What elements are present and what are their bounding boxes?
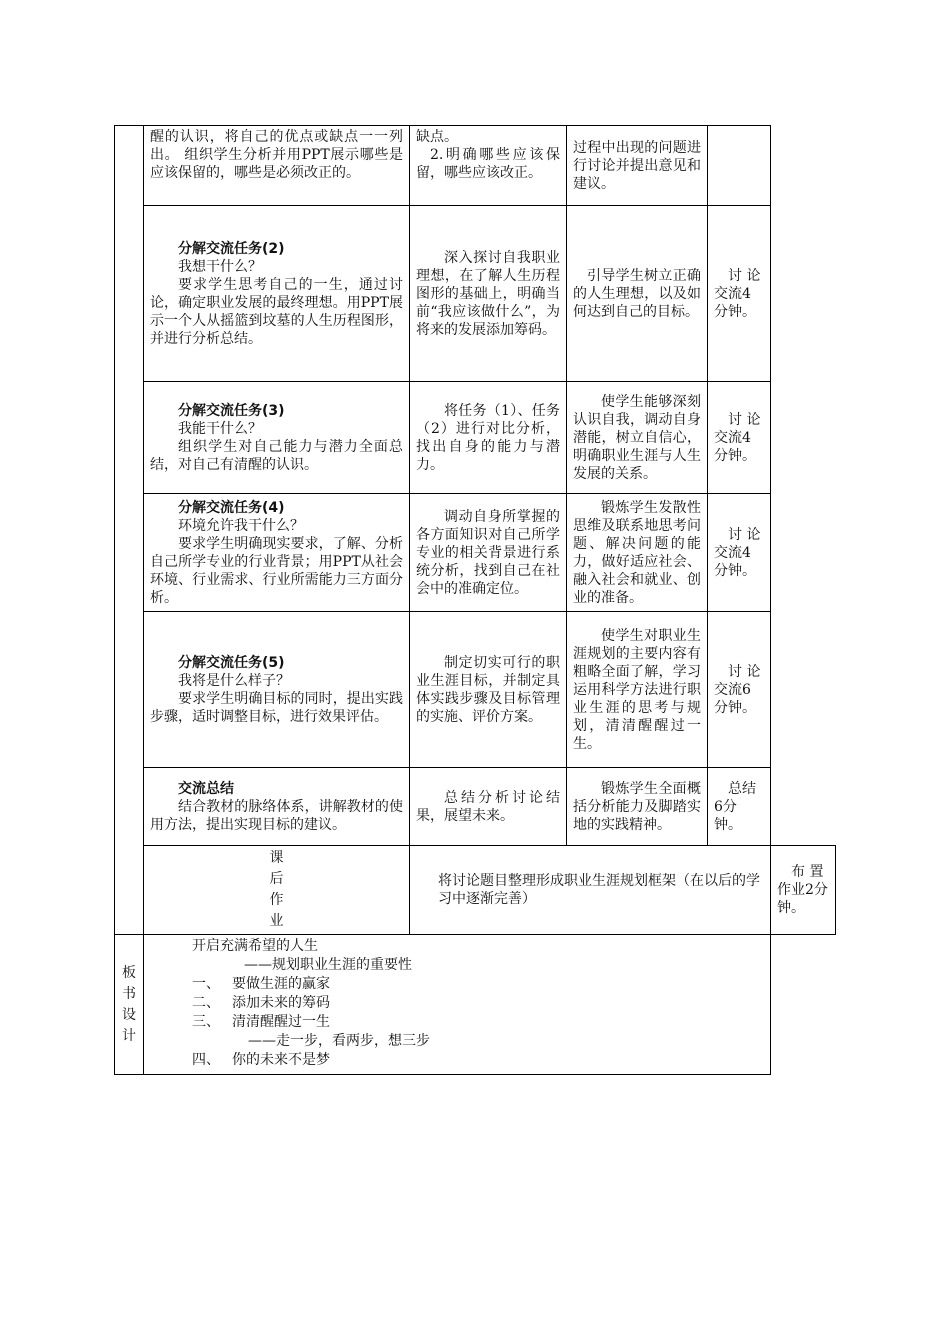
design-intent-cell <box>567 768 708 846</box>
design-intent-text: 引导学生树立正确的人生理想，以及如何达到自己的目标。 <box>573 267 701 320</box>
student-activity-text: 制定切实可行的职业生涯目标，并制定具体实践步骤及目标管理的实施、评价方案。 <box>416 654 560 725</box>
board-item-text: 清清醒醒过一生 <box>232 1014 330 1030</box>
design-intent-cell <box>567 494 708 612</box>
board-label-char: 书 <box>122 985 136 1002</box>
board-item-number: 三、 <box>192 1014 220 1030</box>
board-label <box>115 935 144 1075</box>
board-design-cell <box>144 935 771 1075</box>
design-intent-cell <box>567 382 708 494</box>
board-item-number: 一、 <box>192 976 220 992</box>
task-title: 分解交流任务(2) <box>178 240 285 257</box>
student-activity-text: 总结分析讨论结果，展望未来。 <box>416 789 560 824</box>
teacher-activity-text: 醒的认识，将自己的优点或缺点一一列出。 组织学生分析并用PPT展示哪些是应该保留的，哪些是必须改正的。 <box>150 129 403 181</box>
homework-content: 将讨论题目整理形成职业生涯规划框架（在以后的学习中逐渐完善） <box>438 873 760 907</box>
table-row-task-5 <box>115 612 836 768</box>
table-row-summary <box>115 768 836 846</box>
summary-title: 交流总结 <box>178 780 234 797</box>
student-activity-text: 将任务（1）、任务（2）进行对比分析，找出自身的能力与潜力。 <box>416 402 560 473</box>
student-activity-text: 深入探讨自我职业理想，在了解人生历程图形的基础上，明确当前“我应该做什么”，为将来的发展添加筹码。 <box>416 249 560 338</box>
board-item <box>192 1051 764 1070</box>
time-text: 总结6分钟。 <box>714 780 756 833</box>
teacher-activity-cell <box>144 382 410 494</box>
board-label-char: 设 <box>122 1006 136 1023</box>
task-question: 环境允许我干什么？ <box>178 517 304 534</box>
design-intent-cell <box>567 126 708 206</box>
design-intent-cell <box>567 206 708 382</box>
design-intent-text: 使学生对职业生涯规划的主要内容有粗略全面了解，学习运用科学方法进行职业生涯的思考与规划，清清醒醒过一生。 <box>573 627 701 752</box>
table-row-task-2 <box>115 206 836 382</box>
board-subtitle: ——规划职业生涯的重要性 <box>244 957 412 973</box>
summary-body: 结合教材的脉络体系，讲解教材的使用方法，提出实现目标的建议。 <box>150 798 403 833</box>
task-question: 我想干什么？ <box>178 258 262 275</box>
time-cell <box>708 126 771 206</box>
homework-label <box>144 846 410 935</box>
table-row-homework <box>115 846 836 935</box>
board-item-number: 四、 <box>192 1052 220 1068</box>
student-activity-cell <box>410 494 567 612</box>
lesson-plan-table <box>114 125 836 1075</box>
student-activity-cell <box>410 382 567 494</box>
board-item <box>192 994 764 1013</box>
stage-label-cell <box>115 126 144 935</box>
task-title: 分解交流任务(3) <box>178 402 285 419</box>
design-intent-text: 锻炼学生发散性思维及联系地思考问题、解决问题的能力，做好适应社会、融入社会和就业、创业的准备。 <box>573 499 701 606</box>
task-body: 要求学生思考自己的一生，通过讨论，确定职业发展的最终理想。用PPT展示一个人从摇篮到坟墓的人生历程图形，并进行分析总结。 <box>150 276 403 347</box>
student-activity-cell <box>410 126 567 206</box>
time-text: 讨 论交流6分钟。 <box>714 663 761 716</box>
student-activity-cell <box>410 612 567 768</box>
board-item-text: 要做生涯的赢家 <box>232 976 330 992</box>
homework-content-cell <box>410 846 771 935</box>
task-title: 分解交流任务(4) <box>178 499 285 516</box>
task-body: 要求学生明确目标的同时，提出实践步骤，适时调整目标，进行效果评估。 <box>150 690 403 725</box>
teacher-activity-cell <box>144 612 410 768</box>
time-cell <box>708 382 771 494</box>
time-text: 讨 论交流4分钟。 <box>714 411 761 464</box>
task-question: 我将是什么样子？ <box>178 672 290 689</box>
design-intent-text: 过程中出现的问题进行讨论并提出意见和建议。 <box>573 139 701 192</box>
time-cell <box>708 768 771 846</box>
task-body: 组织学生对自己能力与潜力全面总结，对自己有清醒的认识。 <box>150 438 403 473</box>
table-row-board-design <box>115 935 836 1075</box>
task-body: 要求学生明确现实要求，了解、分析自己所学专业的行业背景；用PPT从社会环境、行业需求、行业所需能力三方面分析。 <box>150 535 403 606</box>
design-intent-text: 锻炼学生全面概括分析能力及脚踏实地的实践精神。 <box>573 780 701 833</box>
student-activity-text: 调动自身所掌握的各方面知识对自己所学专业的相关背景进行系统分析，找到自己在社会中的准确定位。 <box>416 508 560 597</box>
board-item-text: 添加未来的筹码 <box>232 995 330 1011</box>
board-item <box>192 1013 764 1032</box>
board-item <box>192 975 764 994</box>
homework-label-char: 业 <box>269 913 284 929</box>
teacher-activity-cell <box>144 768 410 846</box>
board-item-number: 二、 <box>192 995 220 1011</box>
teacher-activity-cell <box>144 494 410 612</box>
board-title: 开启充满希望的人生 <box>192 938 318 954</box>
task-title: 分解交流任务(5) <box>178 654 285 671</box>
time-cell <box>708 206 771 382</box>
teacher-activity-cell <box>144 126 410 206</box>
time-text: 讨 论交流4分钟。 <box>714 267 761 320</box>
design-intent-text: 使学生能够深刻认识自我，调动自身潜能，树立自信心，明确职业生涯与人生发展的关系。 <box>573 393 701 482</box>
student-activity-cell <box>410 768 567 846</box>
student-activity-text-1: 缺点。 <box>416 129 458 145</box>
board-label-char: 计 <box>122 1027 136 1044</box>
table-row-task-4 <box>115 494 836 612</box>
teacher-activity-cell <box>144 206 410 382</box>
homework-label-char: 课 <box>269 850 284 866</box>
table-row-task-3 <box>115 382 836 494</box>
time-cell <box>708 612 771 768</box>
board-label-char: 板 <box>122 964 136 981</box>
design-intent-cell <box>567 612 708 768</box>
time-text: 布 置作业2分钟。 <box>777 864 828 916</box>
task-question: 我能干什么？ <box>178 420 262 437</box>
student-activity-cell <box>410 206 567 382</box>
time-text: 讨 论交流4分钟。 <box>714 526 761 579</box>
student-activity-text-2: 2.明确哪些应该保留，哪些应该改正。 <box>416 147 560 181</box>
board-sub-item: ——走一步，看两步，想三步 <box>248 1033 430 1049</box>
board-item-text: 你的未来不是梦 <box>232 1052 330 1068</box>
time-cell <box>708 494 771 612</box>
homework-label-char: 后 <box>269 871 284 887</box>
time-cell <box>771 846 836 935</box>
homework-label-char: 作 <box>269 892 284 908</box>
table-row-continued <box>115 126 836 206</box>
